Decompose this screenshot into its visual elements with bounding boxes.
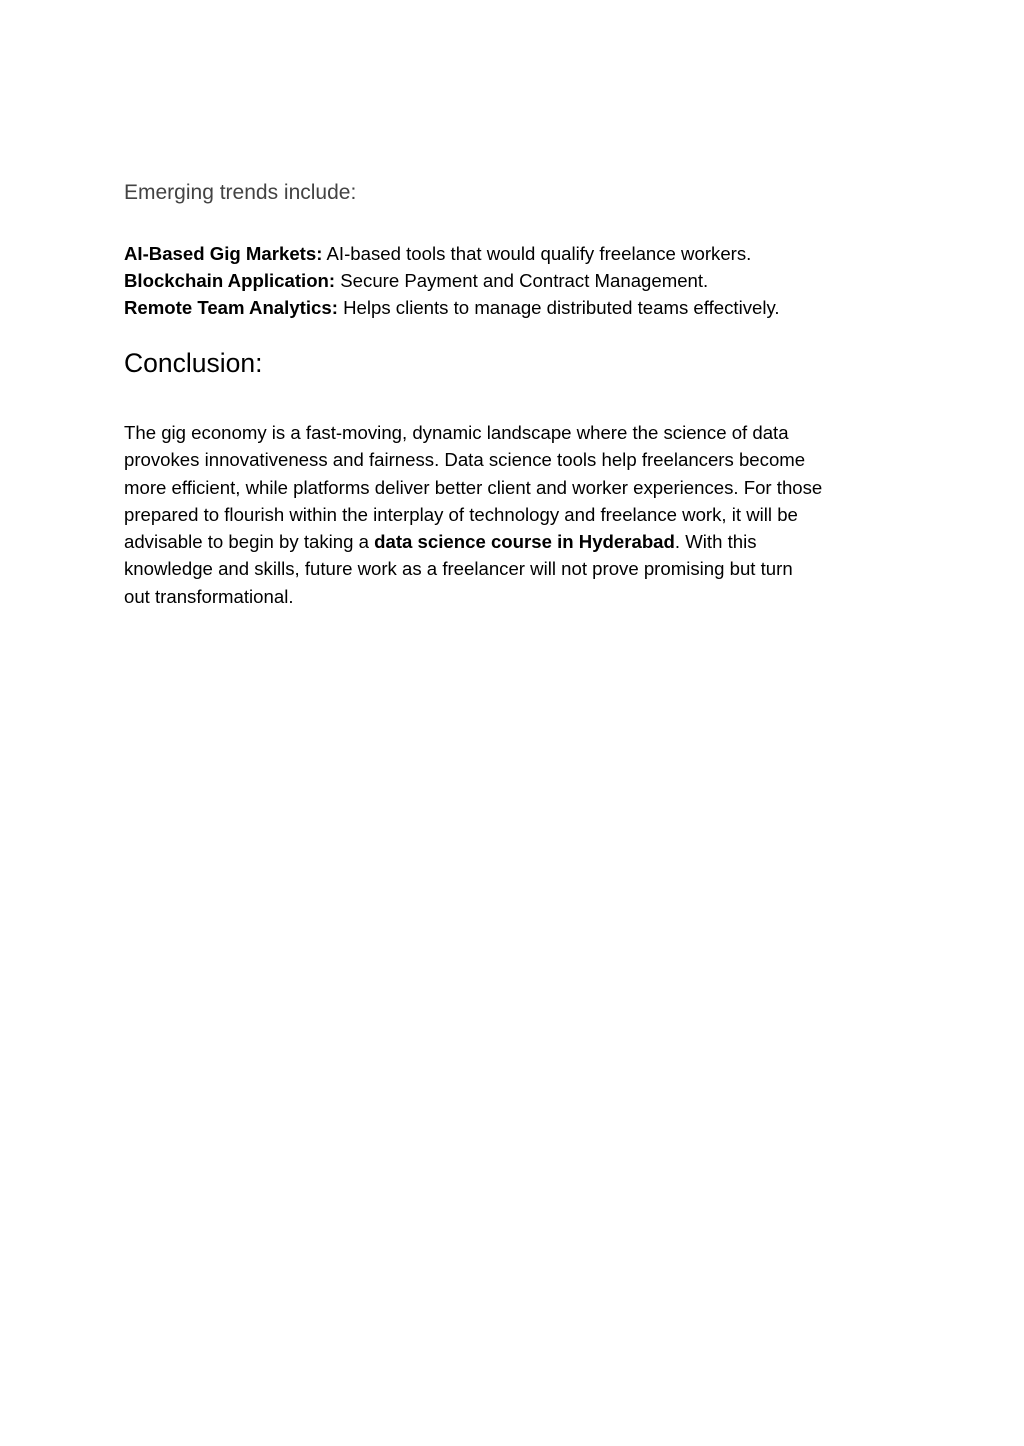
trends-heading: Emerging trends include: [124, 181, 357, 204]
trend-label: Remote Team Analytics: [124, 297, 338, 318]
paragraph-line: The gig economy is a fast-moving, dynamic landscape where the science of data [124, 422, 789, 443]
trend-item [124, 267, 914, 294]
paragraph-line: prepared to flourish within the interplay of technology and freelance work, it will be [124, 503, 798, 525]
line-text: advisable to begin by taking a [124, 531, 375, 553]
paragraph-line [124, 528, 914, 555]
trend-text: Helps clients to manage distributed teams effectively. [337, 297, 780, 318]
trend-label: AI-Based Gig Markets: [124, 243, 323, 264]
paragraph-line: more efficient, while platforms deliver better client and worker experiences. For those [124, 476, 823, 498]
paragraph-line: knowledge and skills, future work as a freelancer will not prove promising but turn [124, 558, 793, 580]
trend-text: Secure Payment and Contract Management. [335, 270, 709, 291]
conclusion-paragraph [124, 419, 914, 610]
trend-item [124, 294, 914, 321]
paragraph-line: provokes innovativeness and fairness. Data science tools help freelancers become [124, 449, 806, 471]
trends-list [124, 240, 914, 321]
line-text: . With this [674, 531, 757, 553]
page-content [124, 178, 914, 610]
course-keyword: data science course in Hyderabad [374, 531, 675, 553]
conclusion-heading: Conclusion: [124, 348, 263, 378]
paragraph-line: out transformational. [124, 585, 294, 607]
trend-item [124, 240, 914, 267]
trend-text: AI-based tools that would qualify freelance workers. [322, 243, 752, 264]
trend-label: Blockchain Application: [124, 270, 336, 291]
